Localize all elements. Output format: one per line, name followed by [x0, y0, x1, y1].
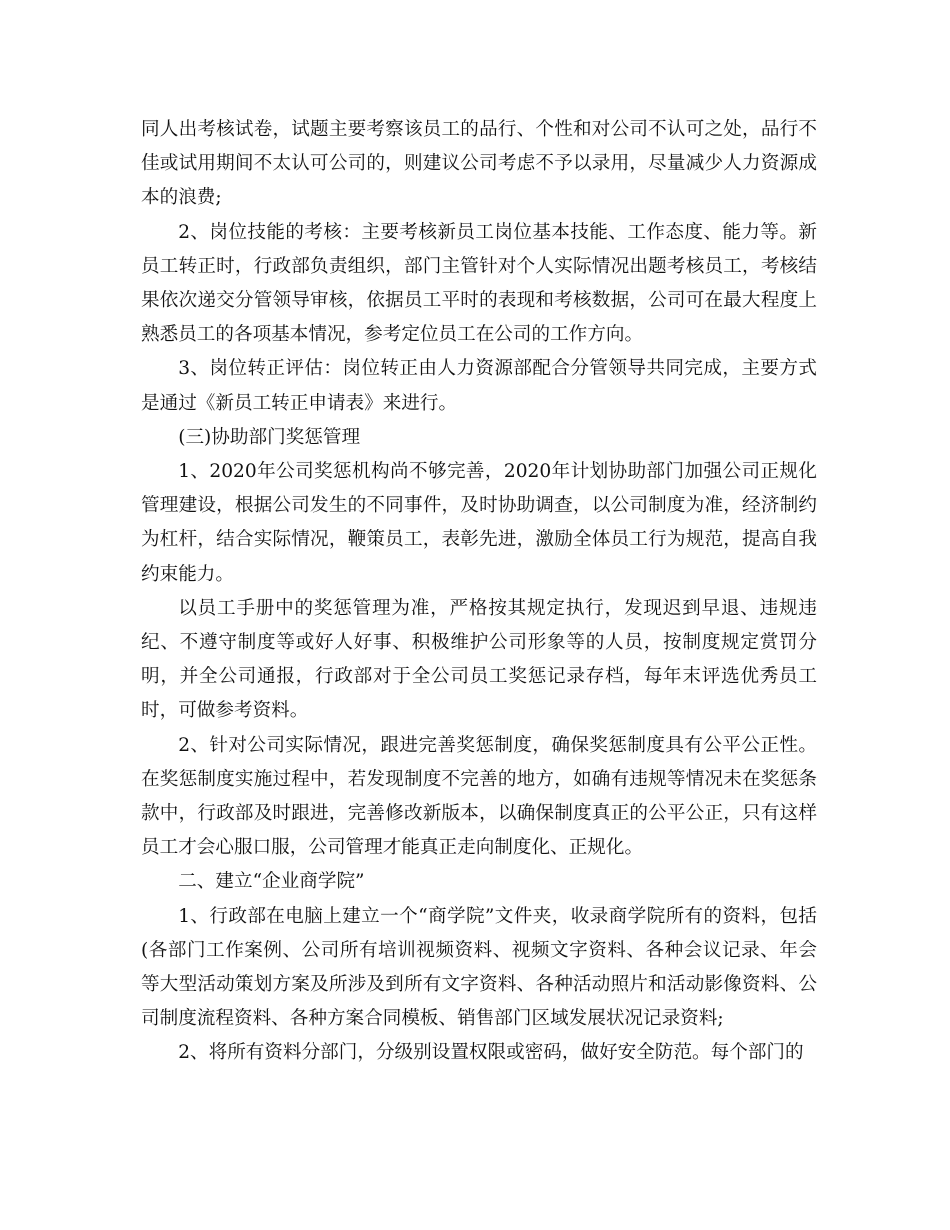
paragraph-1: 同人出考核试卷，试题主要考察该员工的品行、个性和对公司不认可之处，品行不佳或试用期间不太认可公司的，则建议公司考虑不予以录用，尽量减少人力资源成本的浪费;: [141, 119, 817, 209]
section-heading-3: (三)协助部门奖惩管理: [178, 426, 361, 448]
paragraph-3: 3、岗位转正评估：岗位转正由人力资源部配合分管领导共同完成，主要方式是通过《新员工转正申请表》来进行。: [141, 358, 817, 414]
paragraph-5: 1、2020年公司奖惩机构尚不够完善，2020年计划协助部门加强公司正规化管理建设，根据公司发生的不同事件，及时协助调查，以公司制度为准，经济制约为杠杆，结合实际情况，鞭策员工，表彰先进，激励全体员工行为规范，提高自我约束能力。: [141, 461, 817, 585]
document-body: [141, 113, 817, 1071]
paragraph-9: 1、行政部在电脑上建立一个“商学院”文件夹，收录商学院所有的资料，包括(各部门工作案例、公司所有培训视频资料、视频文字资料、各种会议记录、年会等大型活动策划方案及所涉及到所有文字资料、各种活动照片和活动影像资料、公司制度流程资料、各种方案合同模板、销售部门区域发展状况记录资料;: [141, 905, 817, 1030]
paragraph-10: 2、将所有资料分部门，分级别设置权限或密码，做好安全防范。每个部门的: [178, 1042, 804, 1064]
section-heading-2: 二、建立“企业商学院”: [178, 871, 365, 893]
paragraph-7: 2、针对公司实际情况，跟进完善奖惩制度，确保奖惩制度具有公平公正性。在奖惩制度实施过程中，若发现制度不完善的地方，如确有违规等情况未在奖惩条款中，行政部及时跟进，完善修改新版本，以确保制度真正的公平公正，只有这样员工才会心服口服，公司管理才能真正走向制度化、正规化。: [141, 734, 817, 859]
paragraph-6: 以员工手册中的奖惩管理为准，严格按其规定执行，发现迟到早退、违规违纪、不遵守制度等或好人好事、积极维护公司形象等的人员，按制度规定赏罚分明，并全公司通报，行政部对于全公司员工奖惩记录存档，每年末评选优秀员工时，可做参考资料。: [141, 597, 817, 722]
paragraph-2: 2、岗位技能的考核：主要考核新员工岗位基本技能、工作态度、能力等。新员工转正时，行政部负责组织，部门主管针对个人实际情况出题考核员工，考核结果依次递交分管领导审核，依据员工平时的表现和考核数据，公司可在最大程度上熟悉员工的各项基本情况，参考定位员工在公司的工作方向。: [141, 221, 817, 346]
